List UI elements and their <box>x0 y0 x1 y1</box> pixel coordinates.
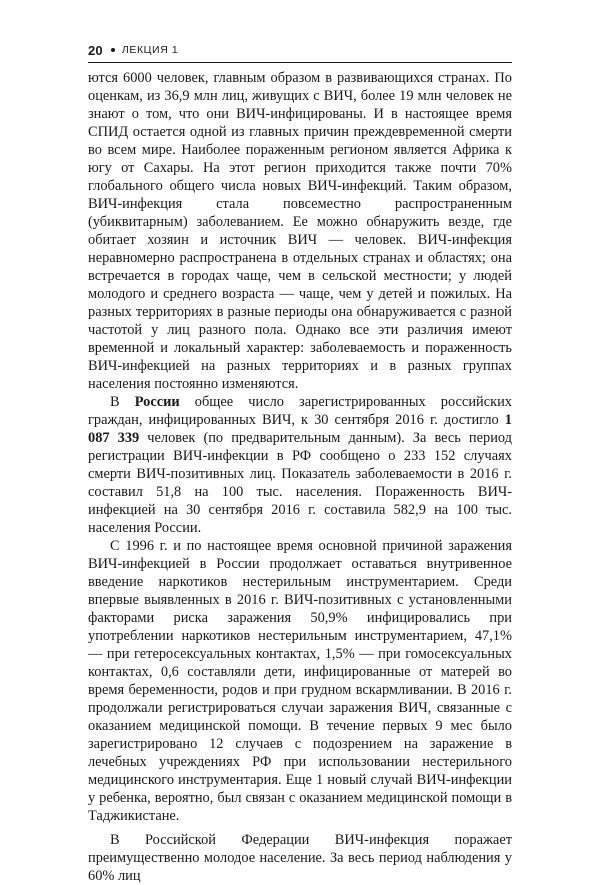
paragraph <box>88 393 512 537</box>
bold-number: 1 087 339 <box>88 412 512 446</box>
paragraph: С 1996 г. и по настоящее время основной причиной заражения ВИЧ-инфекцией в России продолжает оставаться внутривенное введение наркотиков нестерильным инструментарием. Среди впервые выявленных в 2016 г. ВИЧ-позитивных с установленными факторами риска заражения 50,9% инфицировались при употреблении наркотиков нестерильным инструментарием, 47,1% — при гетеросексуальных контактах, 1,5% — при гомосексуальных контактах, 0,6 составляли дети, инфицированные от матерей во время беременности, родов и при грудном вскармливании. В 2016 г. продолжали регистрироваться случаи заражения ВИЧ, связанные с оказанием медицинской помощи. В течение первых 9 мес было зарегистрировано 12 случаев с подозрением на заражение в лечебных учреждениях РФ при использовании нестерильного медицинского инструментария. Еще 1 новый случай ВИЧ-инфекции у ребенка, вероятно, был связан с оказанием медицинской помощи в Таджикистане. <box>88 538 512 824</box>
text-run: В <box>110 394 135 410</box>
header-rule <box>88 62 512 63</box>
text-run: человек (по предварительным данным). За весь период регистрации ВИЧ-инфекции в РФ сообщено о 233 152 случаях смерти ВИЧ-позитивных лиц. Показатель заболеваемости в 2016 г. составил 51,8 на 100 тыс. населения. Пораженность ВИЧ-инфекцией на 30 сентября 2016 г. составила 582,9 на 100 тыс. населения России. <box>88 430 512 536</box>
bullet-separator <box>111 48 115 52</box>
running-head: ЛЕКЦИЯ 1 <box>121 44 179 56</box>
page-header <box>88 40 512 60</box>
body-text <box>88 69 512 885</box>
text-run: общее число зарегистрированных российских граждан, инфицированных ВИЧ, к 30 сентября 2016 г. достигло <box>88 394 513 428</box>
paragraph: В Российской Федерации ВИЧ-инфекция поражает преимущественно молодое население. За весь период наблюдения у 60% лиц <box>88 832 512 884</box>
paragraph: ются 6000 человек, главным образом в развивающихся странах. По оценкам, из 36,9 млн лиц, живущих с ВИЧ, более 19 млн человек не знают о том, что они ВИЧ-инфицированы. И в настоящее время СПИД остается одной из главных причин преждевременной смерти во всем мире. Наиболее пораженным регионом является Африка к югу от Сахары. На этот регион приходится также почти 70% глобального общего числа новых ВИЧ-инфекций. Таким образом, ВИЧ-инфекция стала повсеместно распространенным (убиквитарным) заболеванием. Ее можно обнаружить везде, где обитает хозяин и источник ВИЧ — человек. ВИЧ-инфекция неравномерно распространена в отдельных странах и областях; она встречается в городах чаще, чем в сельской местности; у людей молодого и среднего возраста — чаще, чем у детей и пожилых. На разных территориях в разные периоды она обнаруживается с разной частотой у лиц разного пола. Однако все эти различия имеют временной и локальный характер: заболеваемость и пораженность ВИЧ-инфекцией на разных территориях и в разных группах населения постоянно изменяются. <box>88 70 512 392</box>
page-number: 20 <box>88 42 103 58</box>
bold-term-russia: России <box>134 394 180 410</box>
